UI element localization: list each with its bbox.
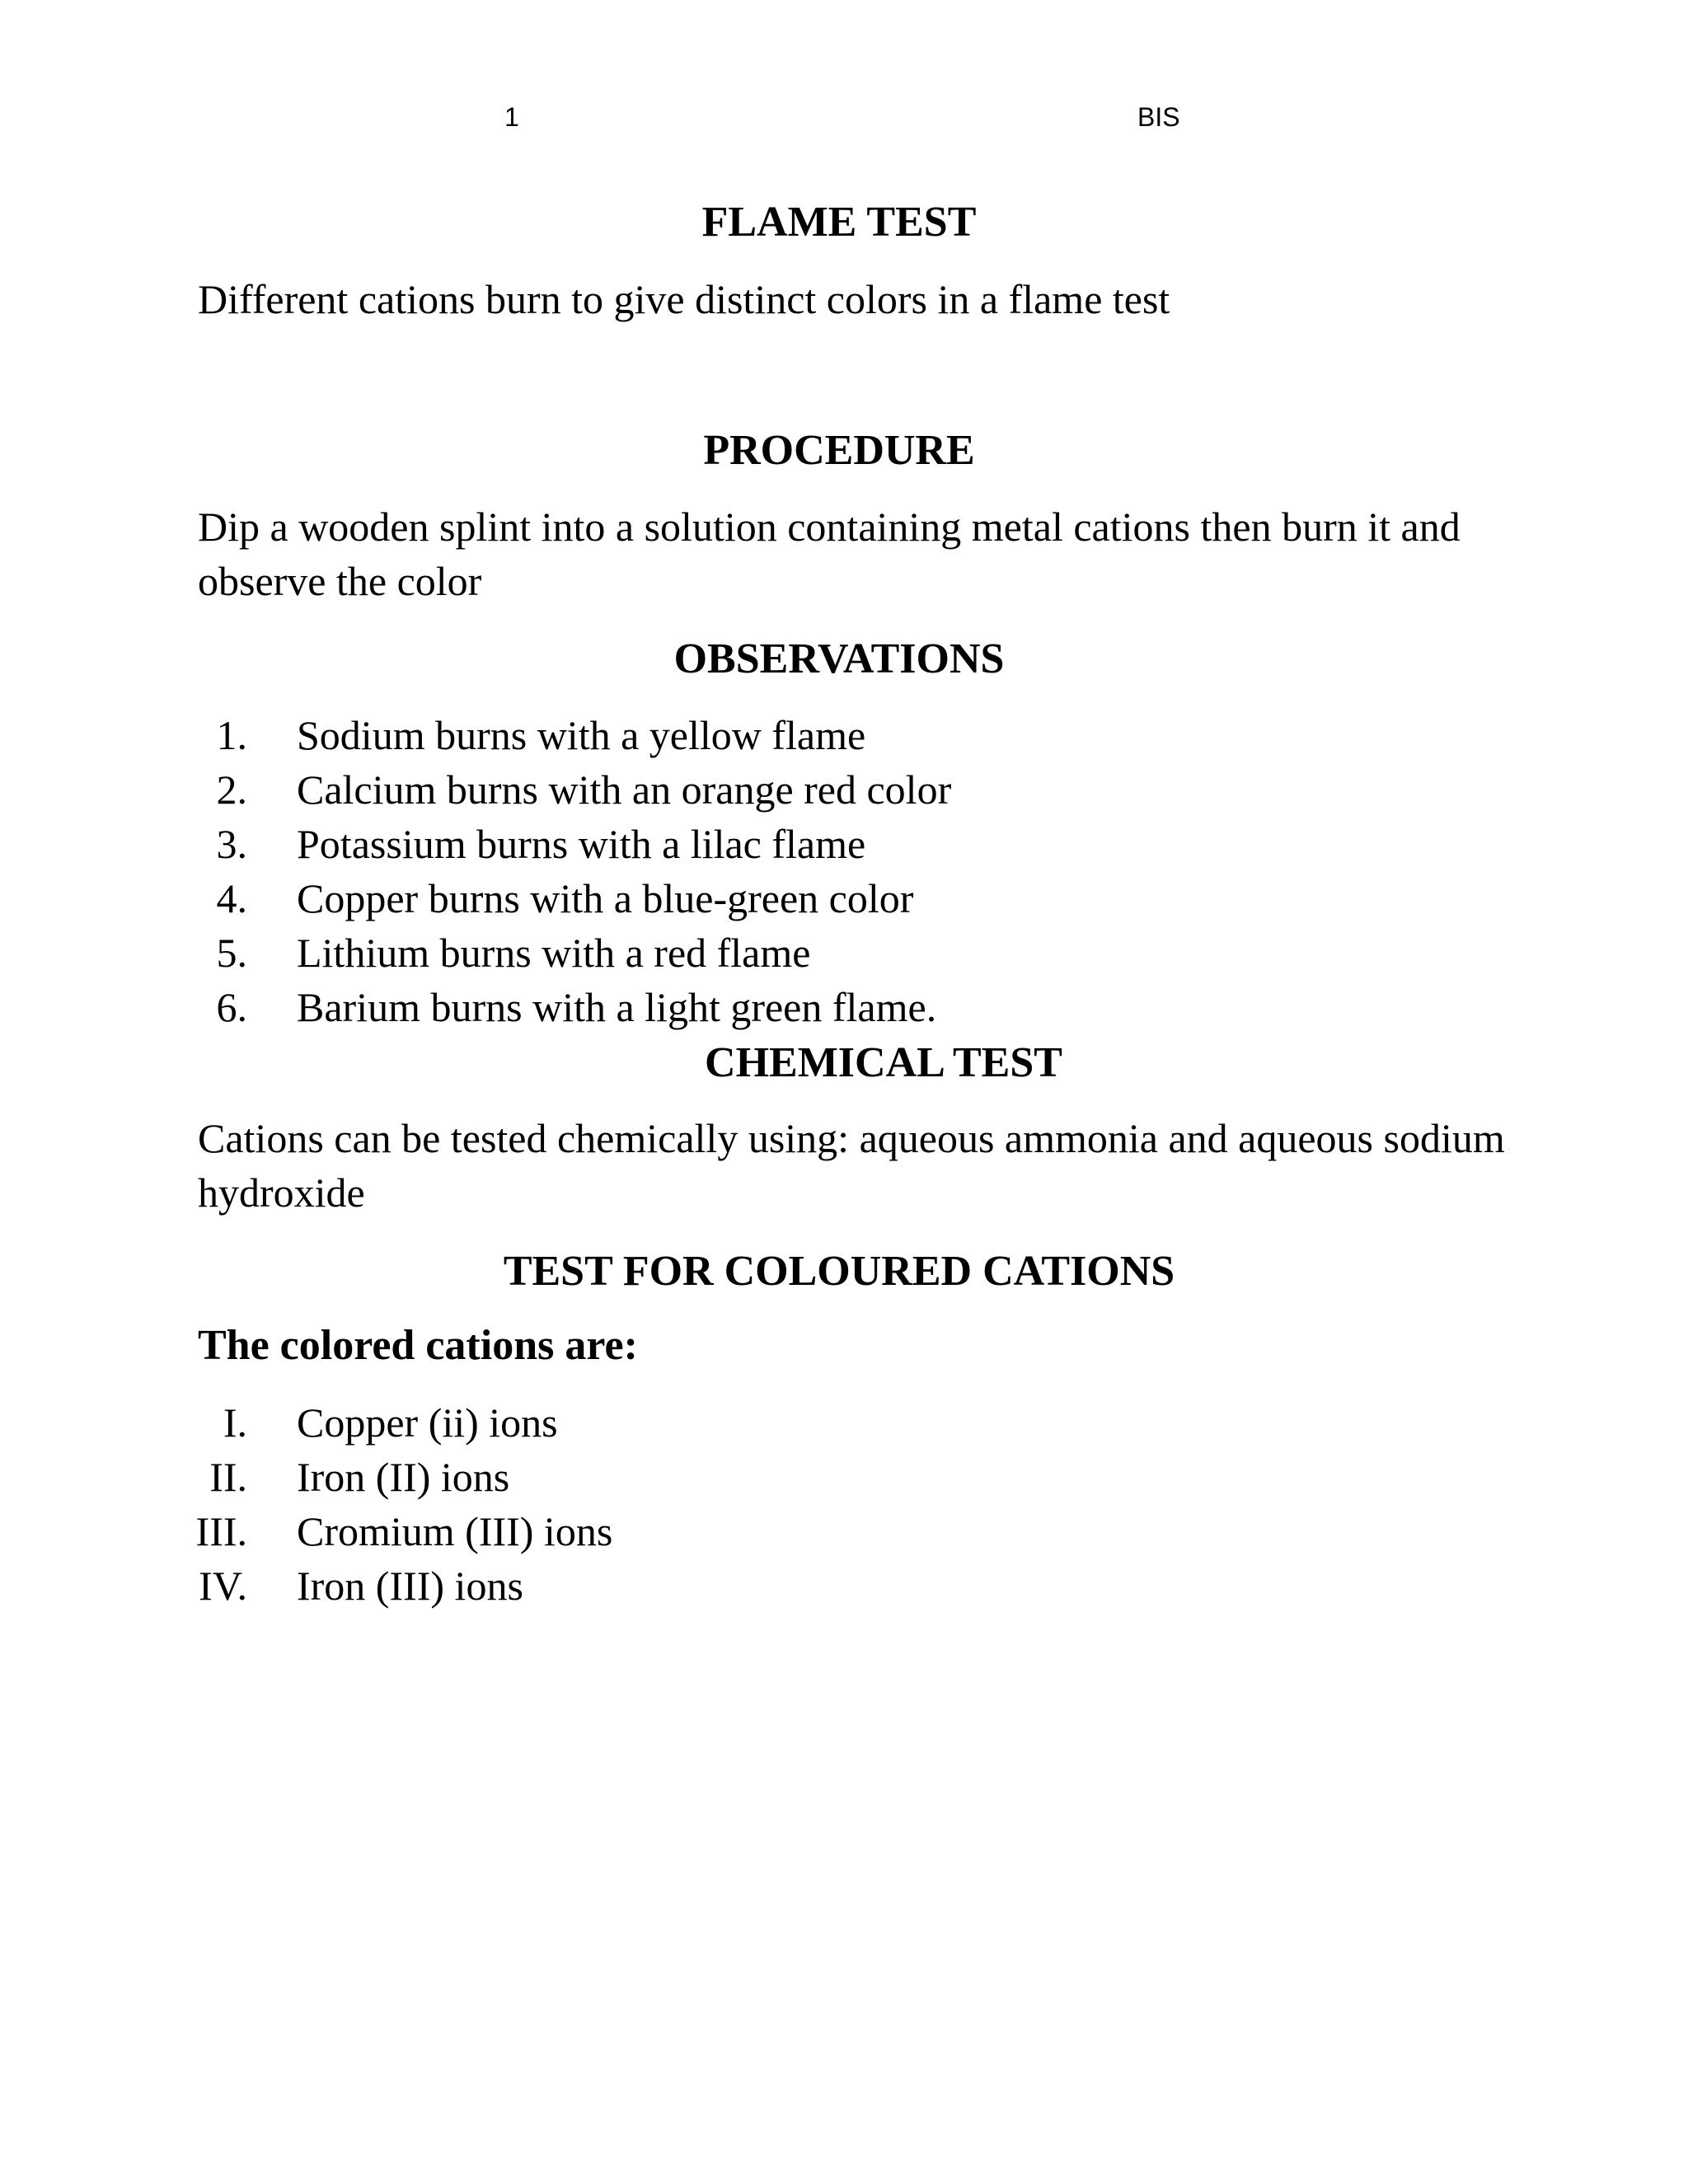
list-item-text: Iron (III) ions xyxy=(297,1563,523,1609)
page-number: 1 xyxy=(504,102,519,132)
list-item xyxy=(0,708,1688,762)
list-item-number: 6. xyxy=(216,984,247,1030)
list-item-number: III. xyxy=(195,1508,247,1554)
list-item-text: Iron (II) ions xyxy=(297,1454,510,1500)
coloured-cations-subtitle: The colored cations are: xyxy=(198,1322,638,1369)
chemical-test-heading: CHEMICAL TEST xyxy=(705,1039,1062,1086)
list-item-number: 4. xyxy=(216,875,247,921)
procedure-text: Dip a wooden splint into a solution containing metal cations then burn it and observe the color xyxy=(198,504,1461,604)
flame-test-text: Different cations burn to give distinct colors in a flame test xyxy=(198,276,1170,322)
list-item xyxy=(0,762,1688,817)
chemical-test-text: Cations can be tested chemically using: aqueous ammonia and aqueous sodium hydroxide xyxy=(198,1115,1505,1216)
list-item-text: Calcium burns with an orange red color xyxy=(297,766,952,813)
flame-test-heading: FLAME TEST xyxy=(701,199,977,246)
list-item-number: 3. xyxy=(216,821,247,867)
coloured-cations-heading: TEST FOR COLOURED CATIONS xyxy=(503,1248,1175,1295)
list-item-number: 2. xyxy=(216,766,247,813)
list-item-text: Lithium burns with a red flame xyxy=(297,930,811,976)
observations-list xyxy=(0,708,1688,1034)
coloured-cations-list xyxy=(0,1395,1688,1613)
list-item xyxy=(0,1504,1688,1558)
list-item-number: IV. xyxy=(199,1563,247,1609)
list-item xyxy=(0,980,1688,1034)
list-item-text: Cromium (III) ions xyxy=(297,1508,613,1554)
list-item xyxy=(0,926,1688,980)
list-item-text: Potassium burns with a lilac flame xyxy=(297,821,866,867)
list-item xyxy=(0,817,1688,871)
list-item-text: Sodium burns with a yellow flame xyxy=(297,712,866,758)
list-item xyxy=(0,1558,1688,1613)
header-right-text: BIS xyxy=(1137,102,1180,132)
list-item-number: II. xyxy=(209,1454,247,1500)
list-item xyxy=(0,1450,1688,1504)
list-item xyxy=(0,871,1688,926)
list-item xyxy=(0,1395,1688,1450)
list-item-number: I. xyxy=(223,1399,247,1446)
observations-heading: OBSERVATIONS xyxy=(673,635,1005,682)
list-item-text: Copper burns with a blue-green color xyxy=(297,875,914,921)
list-item-text: Barium burns with a light green flame. xyxy=(297,984,937,1030)
list-item-number: 5. xyxy=(216,930,247,976)
list-item-text: Copper (ii) ions xyxy=(297,1399,558,1446)
list-item-number: 1. xyxy=(216,712,247,758)
procedure-heading: PROCEDURE xyxy=(703,427,975,474)
